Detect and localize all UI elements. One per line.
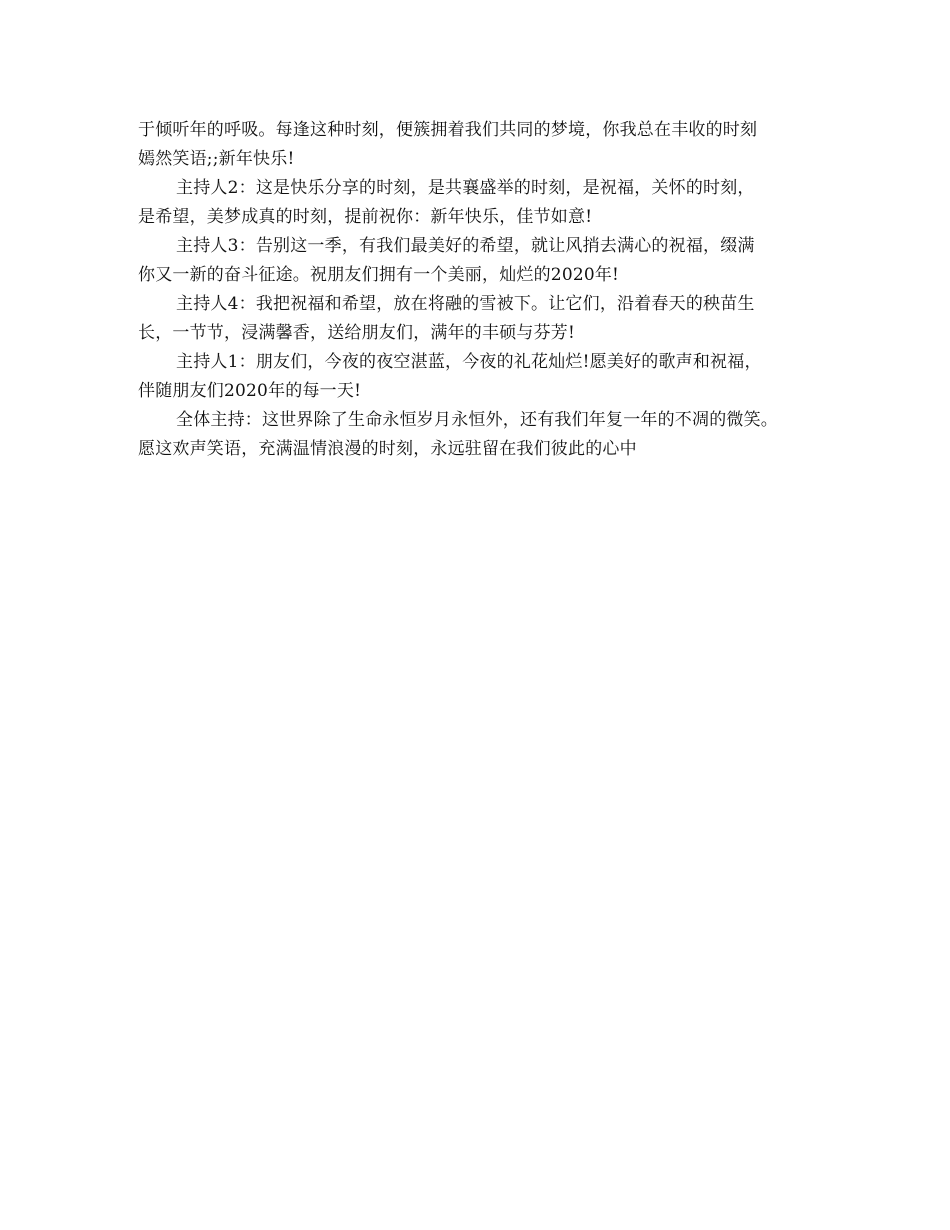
paragraph-host-2: 主持人2：这是快乐分享的时刻，是共襄盛举的时刻，是祝福，关怀的时刻， — [176, 178, 755, 198]
paragraph-host-3: 主持人3：告别这一季，有我们最美好的希望，就让风捎去满心的祝福，缀满 — [176, 236, 755, 256]
text-line: 于倾听年的呼吸。每逢这种时刻，便簇拥着我们共同的梦境，你我总在丰收的时刻 — [138, 120, 758, 140]
text-line: 愿这欢声笑语，充满温情浪漫的时刻，永远驻留在我们彼此的心中 — [138, 439, 637, 459]
document-body — [138, 116, 828, 464]
text-line: 长，一节节，浸满馨香，送给朋友们，满年的丰硕与芬芳! — [138, 323, 576, 343]
text-line: 嫣然笑语;;新年快乐! — [138, 149, 295, 169]
text-line: 是希望，美梦成真的时刻，提前祝你：新年快乐，佳节如意! — [138, 207, 593, 227]
paragraph-host-1: 主持人1：朋友们，今夜的夜空湛蓝，今夜的礼花灿烂!愿美好的歌声和祝福， — [176, 352, 762, 372]
text-line: 你又一新的奋斗征途。祝朋友们拥有一个美丽，灿烂的2020年! — [138, 265, 620, 285]
paragraph-host-4: 主持人4：我把祝福和希望，放在将融的雪被下。让它们，沿着春天的秧苗生 — [176, 294, 755, 314]
paragraph-all-hosts: 全体主持：这世界除了生命永恒岁月永恒外，还有我们年复一年的不凋的微笑。 — [176, 410, 778, 430]
text-line: 伴随朋友们2020年的每一天! — [138, 381, 362, 401]
